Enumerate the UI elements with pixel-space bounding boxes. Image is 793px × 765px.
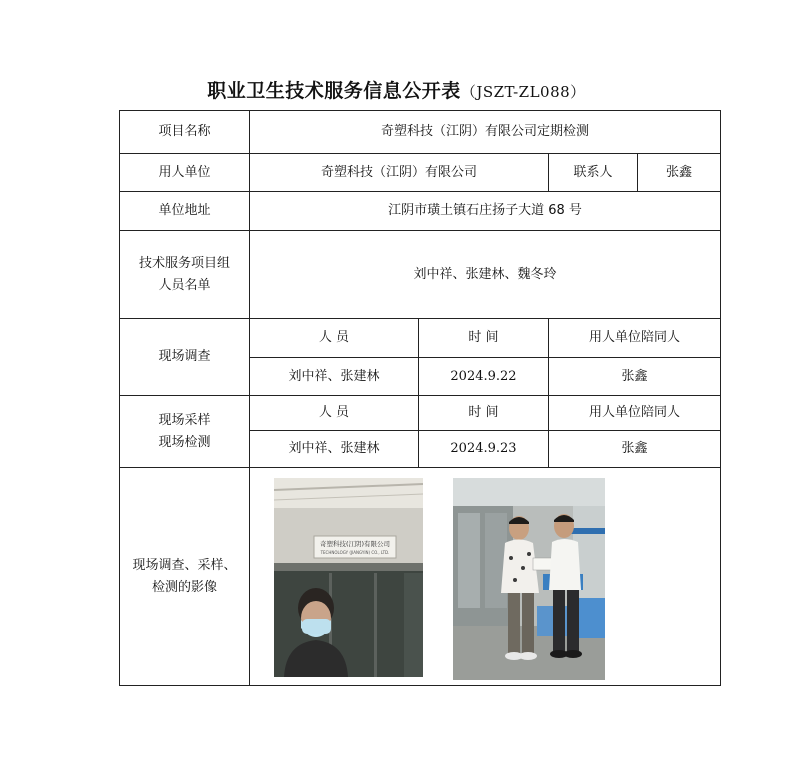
page-title [0,76,793,103]
sampling-header-companion: 用人单位陪同人 [549,396,721,431]
site-photo-2-image [453,478,605,680]
info-table [119,110,721,686]
team-value: 刘中祥、张建林、魏冬玲 [250,231,721,319]
row-sampling-header [120,396,721,431]
survey-label: 现场调查 [120,319,250,396]
sampling-time: 2024.9.23 [419,431,549,468]
sampling-personnel: 刘中祥、张建林 [250,431,419,468]
team-label [120,231,250,319]
employer-value: 奇塑科技（江阴）有限公司 [250,154,549,192]
images-cell [250,468,721,686]
team-label-line1: 技术服务项目组 [138,255,230,271]
survey-companion: 张鑫 [549,358,721,396]
sampling-label-line1: 现场采样 [158,412,211,428]
survey-header-personnel: 人 员 [250,319,419,358]
survey-header-companion: 用人单位陪同人 [549,319,721,358]
row-images [120,468,721,686]
form-code: （JSZT-ZL088） [460,83,586,101]
sign-text-en: TECHNOLOGY (JIANGYIN) CO., LTD. [320,550,390,555]
contact-value: 张鑫 [638,154,721,192]
title-main: 职业卫生技术服务信息公开表 [207,80,461,102]
contact-label: 联系人 [549,154,638,192]
site-photo-1 [274,478,423,677]
sign-text-cn: 奇塑科技(江阴)有限公司 [319,540,391,548]
sampling-label-line2: 现场检测 [158,434,211,450]
address-value: 江阴市璜土镇石庄扬子大道 68 号 [250,192,721,231]
survey-header-time: 时 间 [419,319,549,358]
site-photo-1-image [274,478,423,677]
sampling-header-time: 时 间 [419,396,549,431]
row-project-name [120,111,721,154]
images-label-line2: 检测的影像 [151,579,217,595]
sampling-header-personnel: 人 员 [250,396,419,431]
site-photo-2 [453,478,605,680]
project-name-value: 奇塑科技（江阴）有限公司定期检测 [250,111,721,154]
row-survey-header [120,319,721,358]
images-label-line1: 现场调查、采样、 [132,557,237,573]
row-employer [120,154,721,192]
images-label [120,468,250,686]
survey-personnel: 刘中祥、张建林 [250,358,419,396]
project-name-label: 项目名称 [120,111,250,154]
team-label-line2: 人员名单 [158,277,211,293]
sampling-companion: 张鑫 [549,431,721,468]
row-team [120,231,721,319]
address-label: 单位地址 [120,192,250,231]
survey-time: 2024.9.22 [419,358,549,396]
employer-label: 用人单位 [120,154,250,192]
sampling-label [120,396,250,468]
row-address [120,192,721,231]
